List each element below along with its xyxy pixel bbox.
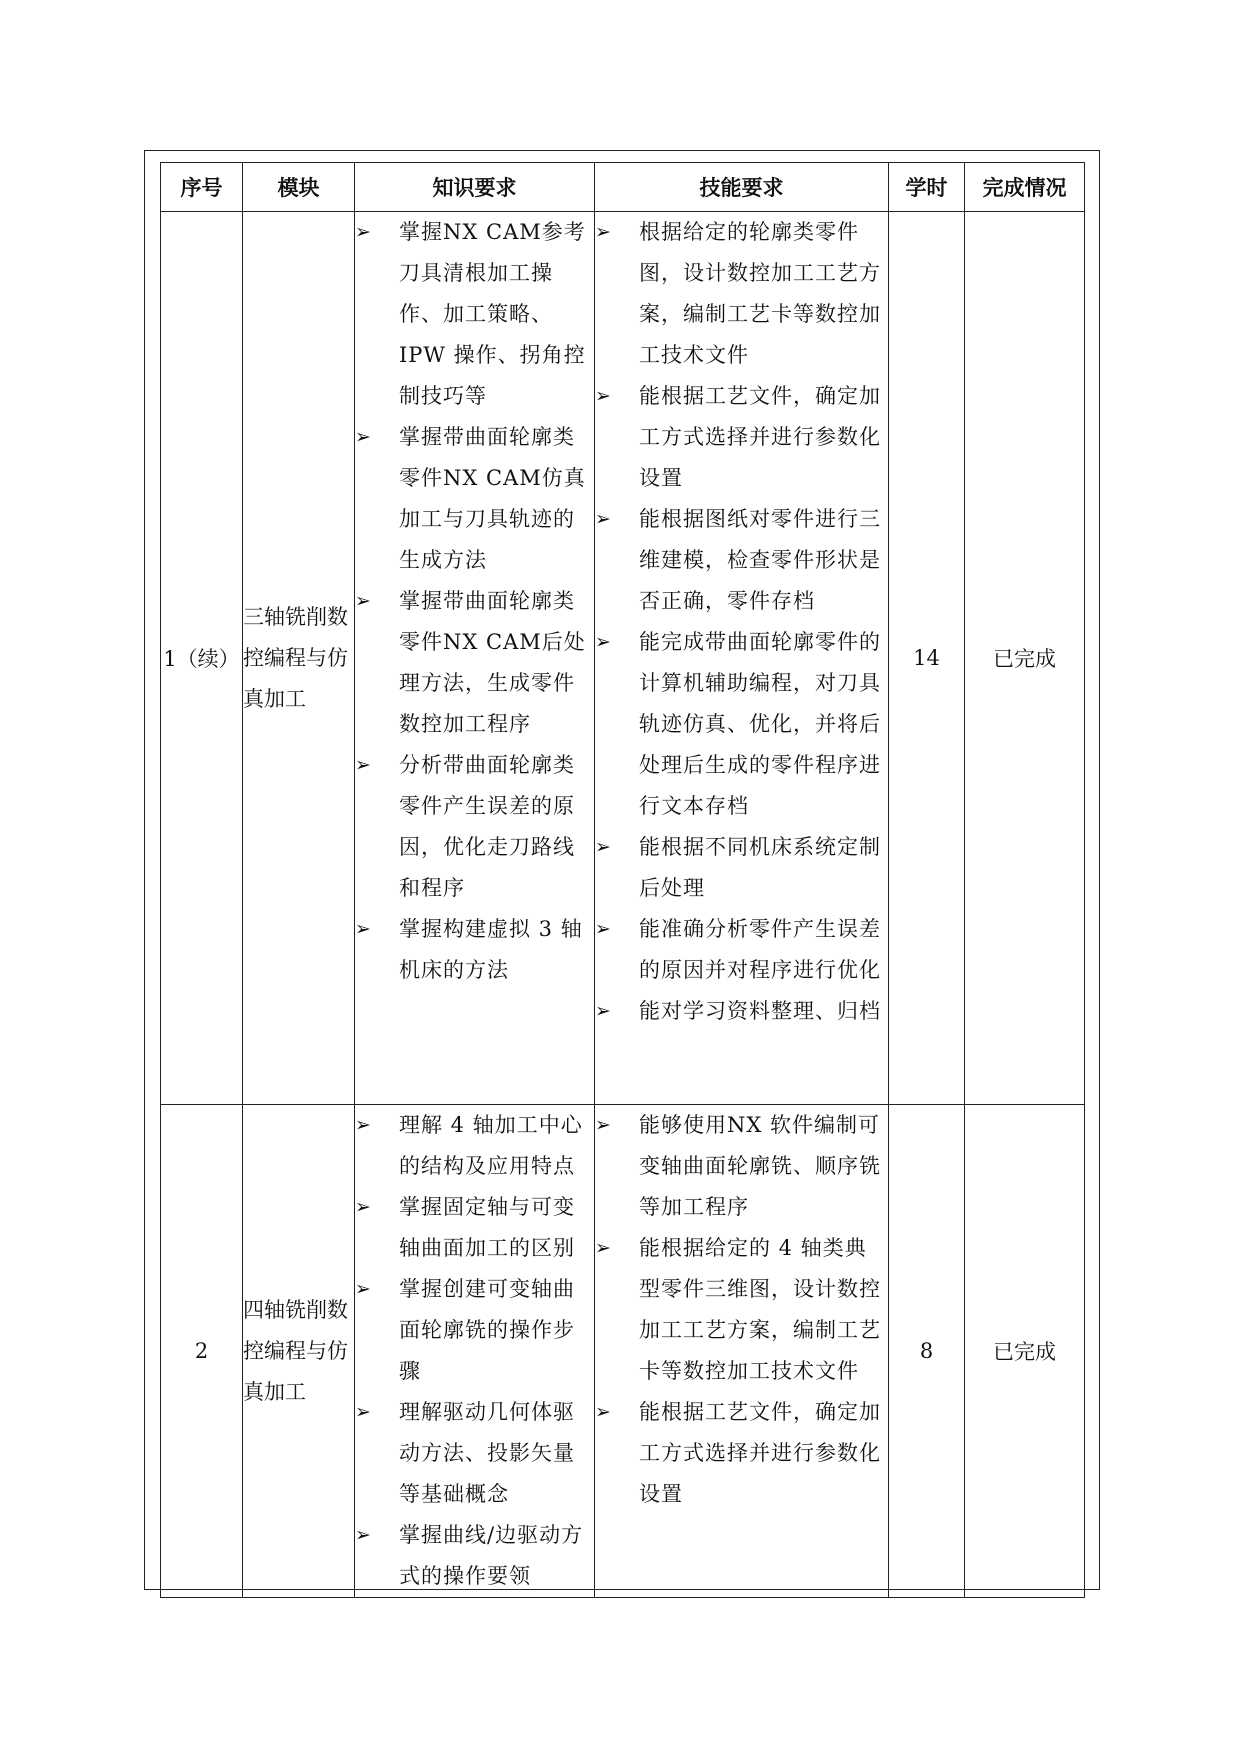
list-item: ➢ 能准确分析零件产生误差的原因并对程序进行优化 bbox=[595, 909, 888, 991]
arrow-bullet-icon: ➢ bbox=[595, 221, 611, 243]
header-status: 完成情况 bbox=[965, 163, 1085, 212]
list-item: ➢ 掌握带曲面轮廓类零件NX CAM后处理方法，生成零件数控加工程序 bbox=[355, 581, 594, 745]
arrow-bullet-icon: ➢ bbox=[355, 590, 371, 612]
arrow-bullet-icon: ➢ bbox=[595, 631, 611, 653]
list-item: ➢ 能根据工艺文件，确定加工方式选择并进行参数化设置 bbox=[595, 1392, 888, 1515]
header-hours: 学时 bbox=[889, 163, 965, 212]
arrow-bullet-icon: ➢ bbox=[595, 1000, 611, 1022]
arrow-bullet-icon: ➢ bbox=[355, 1196, 371, 1218]
list-item: ➢ 能够使用NX 软件编制可变轴曲面轮廓铣、顺序铣等加工程序 bbox=[595, 1105, 888, 1228]
status-value: 已完成 bbox=[965, 1105, 1085, 1598]
knowledge-list bbox=[355, 212, 595, 1105]
skills-list bbox=[595, 212, 889, 1105]
row-number: 1（续） bbox=[161, 212, 243, 1105]
list-item: ➢ 掌握构建虚拟 3 轴机床的方法 bbox=[355, 909, 594, 991]
list-item: ➢ 根据给定的轮廓类零件图，设计数控加工工艺方案，编制工艺卡等数控加工技术文件 bbox=[595, 212, 888, 376]
list-item: ➢ 能对学习资料整理、归档 bbox=[595, 991, 888, 1032]
table-row bbox=[161, 212, 1085, 1105]
list-item: ➢ 能根据不同机床系统定制后处理 bbox=[595, 827, 888, 909]
header-skills: 技能要求 bbox=[595, 163, 889, 212]
arrow-bullet-icon: ➢ bbox=[355, 1114, 371, 1136]
arrow-bullet-icon: ➢ bbox=[595, 918, 611, 940]
list-item: ➢ 能根据图纸对零件进行三维建模，检查零件形状是否正确，零件存档 bbox=[595, 499, 888, 622]
module-name: 四轴铣削数控编程与仿真加工 bbox=[243, 1105, 355, 1598]
list-item: ➢ 能根据给定的 4 轴类典型零件三维图，设计数控加工工艺方案，编制工艺卡等数控加工技术文件 bbox=[595, 1228, 888, 1392]
arrow-bullet-icon: ➢ bbox=[595, 1114, 611, 1136]
arrow-bullet-icon: ➢ bbox=[595, 836, 611, 858]
list-item: ➢ 掌握NX CAM参考刀具清根加工操作、加工策略、IPW 操作、拐角控制技巧等 bbox=[355, 212, 594, 417]
arrow-bullet-icon: ➢ bbox=[355, 221, 371, 243]
arrow-bullet-icon: ➢ bbox=[595, 1401, 611, 1423]
arrow-bullet-icon: ➢ bbox=[595, 385, 611, 407]
list-item: ➢ 理解驱动几何体驱动方法、投影矢量等基础概念 bbox=[355, 1392, 594, 1515]
row-number: 2 bbox=[161, 1105, 243, 1598]
arrow-bullet-icon: ➢ bbox=[355, 1278, 371, 1300]
arrow-bullet-icon: ➢ bbox=[355, 918, 371, 940]
module-name: 三轴铣削数控编程与仿真加工 bbox=[243, 212, 355, 1105]
list-item: ➢ 掌握带曲面轮廓类零件NX CAM仿真加工与刀具轨迹的生成方法 bbox=[355, 417, 594, 581]
skills-list bbox=[595, 1105, 889, 1598]
list-item: ➢ 掌握创建可变轴曲面轮廓铣的操作步骤 bbox=[355, 1269, 594, 1392]
hours-value: 8 bbox=[889, 1105, 965, 1598]
status-value: 已完成 bbox=[965, 212, 1085, 1105]
header-module: 模块 bbox=[243, 163, 355, 212]
curriculum-table bbox=[160, 162, 1085, 1598]
arrow-bullet-icon: ➢ bbox=[595, 508, 611, 530]
hours-value: 14 bbox=[889, 212, 965, 1105]
list-item: ➢ 能根据工艺文件，确定加工方式选择并进行参数化设置 bbox=[595, 376, 888, 499]
list-item: ➢ 掌握固定轴与可变轴曲面加工的区别 bbox=[355, 1187, 594, 1269]
arrow-bullet-icon: ➢ bbox=[355, 1524, 371, 1546]
arrow-bullet-icon: ➢ bbox=[595, 1237, 611, 1259]
list-item: ➢ 理解 4 轴加工中心的结构及应用特点 bbox=[355, 1105, 594, 1187]
header-no: 序号 bbox=[161, 163, 243, 212]
arrow-bullet-icon: ➢ bbox=[355, 1401, 371, 1423]
list-item: ➢ 掌握曲线/边驱动方式的操作要领 bbox=[355, 1515, 594, 1597]
knowledge-list bbox=[355, 1105, 595, 1598]
header-knowledge: 知识要求 bbox=[355, 163, 595, 212]
list-item: ➢ 分析带曲面轮廓类零件产生误差的原因，优化走刀路线和程序 bbox=[355, 745, 594, 909]
arrow-bullet-icon: ➢ bbox=[355, 426, 371, 448]
arrow-bullet-icon: ➢ bbox=[355, 754, 371, 776]
header-row bbox=[161, 163, 1085, 212]
list-item: ➢ 能完成带曲面轮廓零件的计算机辅助编程，对刀具轨迹仿真、优化，并将后处理后生成的零件程序进行文本存档 bbox=[595, 622, 888, 827]
table-row bbox=[161, 1105, 1085, 1598]
